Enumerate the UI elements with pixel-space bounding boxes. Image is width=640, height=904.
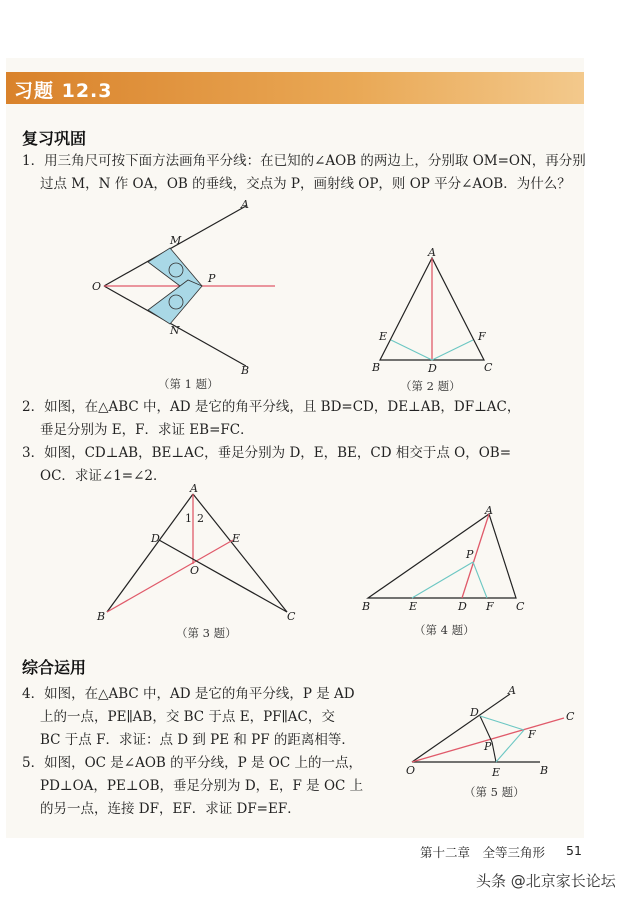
- fig4-label-f: F: [486, 600, 494, 613]
- fig1-label-a: A: [241, 198, 249, 211]
- fig3-label-angle-1: 1: [185, 512, 192, 525]
- problem-5-line-2: PD⊥OA，PE⊥OB，垂足分别为 D，E，F 是 OC 上: [40, 778, 364, 794]
- fig5-label-f: F: [528, 728, 536, 741]
- fig1-label-m: M: [170, 234, 182, 247]
- section-review-heading: 复习巩固: [22, 129, 87, 148]
- fig1-label-n: N: [170, 324, 180, 337]
- fig3-label-e: E: [232, 532, 241, 545]
- problem-4-line-1: 4．如图，在△ABC 中，AD 是它的角平分线，P 是 AD: [22, 686, 355, 702]
- problem-3-line-1: 3．如图，CD⊥AB，BE⊥AC，垂足分别为 D，E，BE，CD 相交于点 O，OB=: [22, 445, 512, 461]
- figure-1: [90, 198, 290, 376]
- fig3-label-b: B: [97, 610, 106, 623]
- fig4-label-d: D: [458, 600, 467, 613]
- banner-title: 习题 12.3: [14, 80, 113, 102]
- fig5-label-c: C: [566, 710, 575, 723]
- problem-1-line-2: 过点 M，N 作 OA，OB 的垂线，交点为 P，画射线 OP，则 OP 平分∠AOB．为什么？: [40, 176, 571, 192]
- fig1-label-o: O: [92, 280, 102, 293]
- caption-figure-3: （第 3 题）: [176, 626, 237, 640]
- watermark: 头条 @北京家长论坛: [476, 872, 616, 890]
- fig4-label-p: P: [466, 548, 474, 561]
- figure-2: [370, 246, 510, 375]
- footer-chapter: 第十二章 全等三角形: [420, 845, 546, 860]
- fig3-label-angle-2: 2: [197, 512, 204, 525]
- problem-5-line-3: 的另一点，连接 DF，EF．求证 DF=EF．: [40, 801, 301, 817]
- fig2-label-d: D: [428, 362, 437, 375]
- fig3-label-a: A: [190, 482, 198, 495]
- fig4-label-e: E: [409, 600, 418, 613]
- fig2-label-c: C: [484, 361, 493, 374]
- fig2-label-f: F: [478, 330, 486, 343]
- fig5-label-b: B: [540, 764, 549, 777]
- fig5-label-p: P: [484, 740, 492, 753]
- fig5-label-a: A: [508, 684, 516, 697]
- problem-3-line-2: OC．求证∠1=∠2．: [40, 468, 167, 484]
- problem-2-line-1: 2．如图，在△ABC 中，AD 是它的角平分线，且 BD=CD，DE⊥AB，DF⊥AC，: [22, 399, 521, 415]
- figure-4: [362, 504, 532, 613]
- figure-3: [95, 484, 305, 624]
- fig3-label-d: D: [151, 532, 160, 545]
- footer-page-number: 51: [566, 843, 582, 858]
- problem-5-line-1: 5．如图，OC 是∠AOB 的平分线，P 是 OC 上的一点，: [22, 755, 362, 771]
- fig1-label-p: P: [208, 272, 216, 285]
- fig3-label-o: O: [190, 564, 200, 577]
- fig5-label-o: O: [406, 764, 416, 777]
- caption-figure-5: （第 5 题）: [464, 785, 525, 799]
- problem-4-line-3: BC 于点 F．求证：点 D 到 PE 和 PF 的距离相等．: [40, 732, 355, 748]
- problem-4-line-2: 上的一点，PE∥AB，交 BC 于点 E，PF∥AC，交: [40, 709, 335, 725]
- fig4-label-a: A: [485, 504, 493, 517]
- fig5-label-e: E: [492, 766, 501, 779]
- fig5-label-d: D: [470, 706, 479, 719]
- fig2-label-a: A: [428, 246, 436, 259]
- fig4-label-b: B: [362, 600, 371, 613]
- caption-figure-1: （第 1 题）: [158, 377, 219, 391]
- caption-figure-2: （第 2 题）: [400, 379, 461, 393]
- fig2-label-e: E: [379, 330, 388, 343]
- problem-1-line-1: 1．用三角尺可按下面方法画角平分线：在已知的∠AOB 的两边上，分别取 OM=ON，再分别: [22, 153, 586, 169]
- fig3-label-c: C: [287, 610, 296, 623]
- problem-2-line-2: 垂足分别为 E，F．求证 EB=FC．: [40, 422, 254, 438]
- caption-figure-4: （第 4 题）: [414, 623, 475, 637]
- fig2-label-b: B: [372, 361, 381, 374]
- figure-5: [404, 686, 584, 782]
- section-apply-heading: 综合运用: [22, 658, 87, 677]
- fig4-label-c: C: [516, 600, 525, 613]
- fig1-label-b: B: [241, 364, 250, 377]
